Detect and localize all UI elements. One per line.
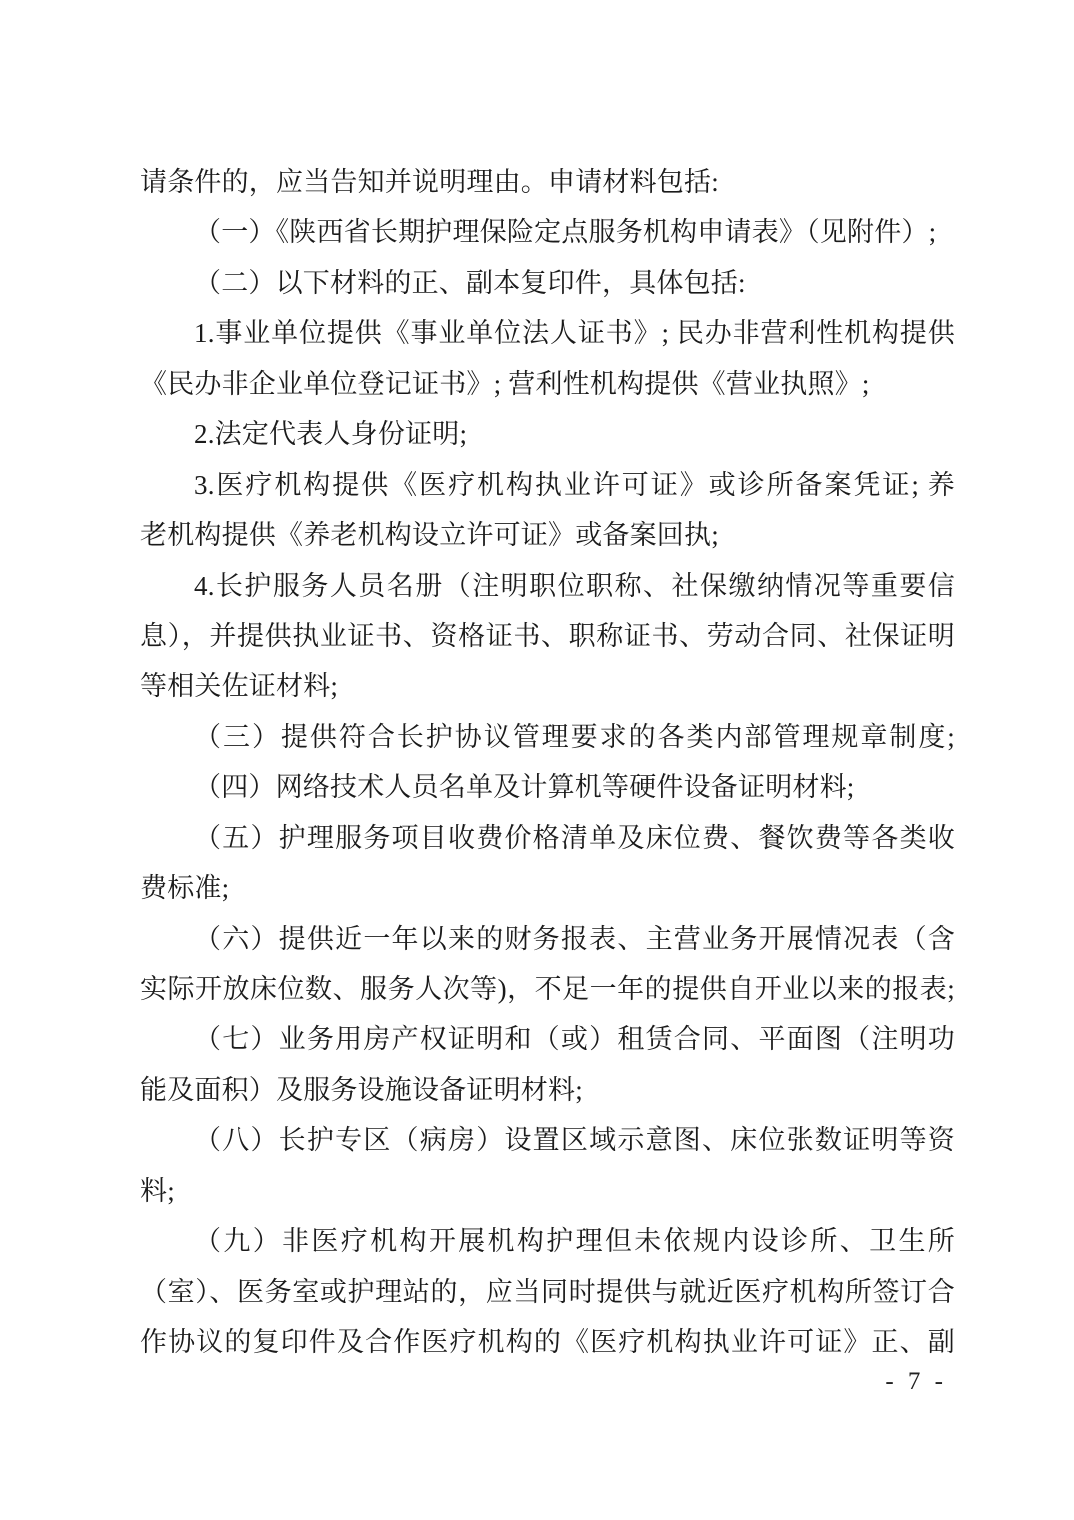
text-line: （五）护理服务项目收费价格清单及床位费、餐饮费等各类收 (194, 822, 955, 853)
text-line: 能及面积）及服务设施设备证明材料; (140, 1074, 583, 1105)
text-line: 《民办非企业单位登记证书》; 营利性机构提供《营业执照》; (140, 368, 870, 399)
text-line: （四）网络技术人员名单及计算机等硬件设备证明材料; (194, 772, 855, 803)
text-line: 费标准; (140, 873, 230, 904)
text-line: 息），并提供执业证书、资格证书、职称证书、劳动合同、社保证明 (140, 620, 955, 651)
document-body-text (140, 157, 955, 1368)
text-line: 2.法定代表人身份证明; (194, 419, 468, 450)
text-line: （六）提供近一年以来的财务报表、主营业务开展情况表（含 (194, 923, 955, 954)
text-line: 3.医疗机构提供《医疗机构执业许可证》或诊所备案凭证; 养 (194, 469, 955, 500)
text-line: （三）提供符合长护协议管理要求的各类内部管理规章制度; (194, 721, 955, 752)
page-number: - 7 - (885, 1368, 947, 1395)
text-line: 等相关佐证材料; (140, 671, 339, 702)
text-line: （七）业务用房产权证明和（或）租赁合同、平面图（注明功 (194, 1024, 955, 1055)
text-line: （八）长护专区（病房）设置区域示意图、床位张数证明等资 (194, 1125, 955, 1156)
text-line: （室）、医务室或护理站的，应当同时提供与就近医疗机构所签订合 (140, 1276, 955, 1307)
text-line: 1.事业单位提供《事业单位法人证书》; 民办非营利性机构提供 (194, 318, 955, 349)
text-line: （一）《陕西省长期护理保险定点服务机构申请表》（见附件）; (194, 217, 937, 248)
text-line: （二）以下材料的正、副本复印件，具体包括: (194, 267, 746, 298)
text-line: 老机构提供《养老机构设立许可证》或备案回执; (140, 520, 719, 551)
text-line: 实际开放床位数、服务人次等)，不足一年的提供自开业以来的报表; (140, 974, 955, 1004)
text-line: 4.长护服务人员名册（注明职位职称、社保缴纳情况等重要信 (194, 570, 955, 601)
text-line: （九）非医疗机构开展机构护理但未依规内设诊所、卫生所 (194, 1226, 955, 1257)
text-line: 作协议的复印件及合作医疗机构的《医疗机构执业许可证》正、副 (140, 1327, 955, 1358)
text-line: 请条件的，应当告知并说明理由。申请材料包括: (140, 167, 719, 197)
text-line: 料; (140, 1175, 175, 1206)
